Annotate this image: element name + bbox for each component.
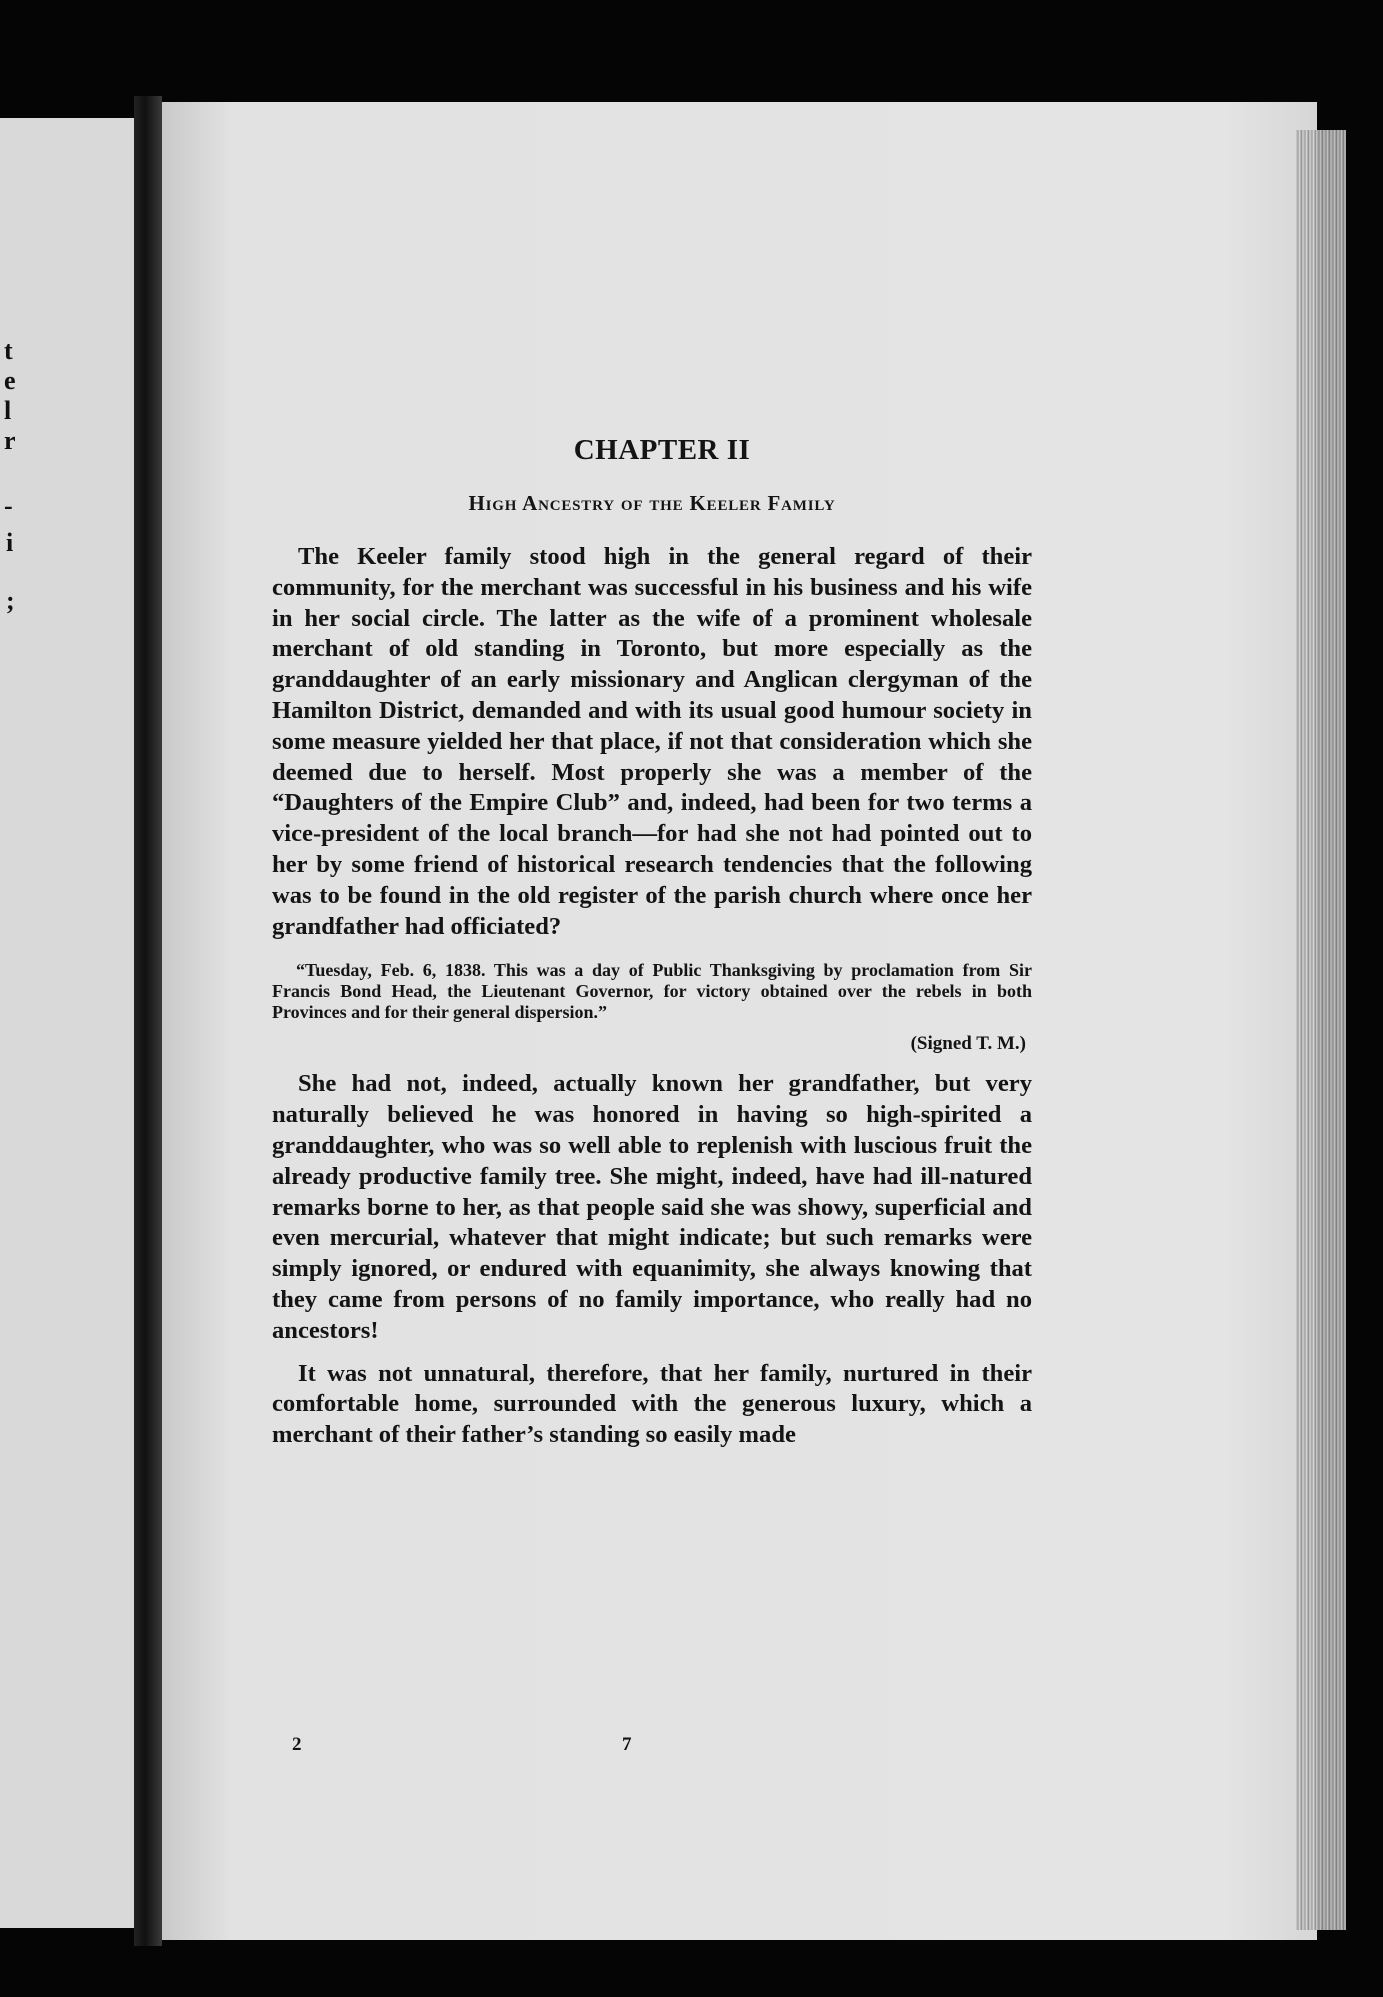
facing-page-fragment: ;	[6, 586, 15, 615]
facing-page-fragment: r	[4, 426, 16, 455]
page-text-block	[272, 434, 1032, 1451]
paragraph: The Keeler family stood high in the general regard of their community, for the merchant was successful in his business and his wife in her social circle. The latter as the wife of a prominent wholesale merchant of old standing in Toronto, but more especially as the granddaughter of an early missionary and Anglican clergyman of the Hamilton District, demanded and with its usual good humour society in some measure yielded her that place, if not that consideration which she deemed due to herself. Most properly she was a member of the “Daughters of the Empire Club” and, indeed, had been for two terms a vice-president of the local branch—for had she not had pointed out to her by some friend of historical research tendencies that the following was to be found in the old register of the parish church where once her grandfather had officiated?	[272, 543, 1032, 940]
book-gutter	[134, 96, 162, 1946]
facing-page-fragment: -	[4, 491, 13, 520]
facing-page-fragment: t	[4, 336, 13, 365]
chapter-subtitle: High Ancestry of the Keeler Family	[468, 491, 836, 515]
page-block-edge	[1296, 130, 1346, 1930]
chapter-title: CHAPTER II	[573, 434, 751, 466]
paragraph: It was not unnatural, therefore, that her family, nurtured in their comfortable home, surrounded with the generous luxury, which a merchant of their father’s standing so easily made	[272, 1359, 1032, 1449]
paragraph: She had not, indeed, actually known her grandfather, but very naturally believed he was honored in having so high-spirited a granddaughter, who was so well able to replenish with luscious fruit the already productive family tree. She might, indeed, have had ill-natured remarks borne to her, as that people said she was showy, superficial and even mercurial, whatever that might indicate; but such remarks were simply ignored, or endured with equanimity, she always knowing that they came from persons of no family importance, who really had no ancestors!	[272, 1070, 1032, 1344]
page-number: 7	[622, 1734, 632, 1755]
facing-page-fragment: e	[4, 366, 16, 395]
page-footer	[292, 1734, 812, 1764]
book-page	[162, 102, 1317, 1940]
register-quote: “Tuesday, Feb. 6, 1838. This was a day of Public Thanksgiving by proclamation from Sir Francis Bond Head, the Lieutenant Governor, for victory obtained over the rebels in both Provinces and for their general dispersion.”	[272, 960, 1032, 1023]
quote-signature: (Signed T. M.)	[910, 1033, 1026, 1055]
facing-page-fragment: l	[4, 396, 12, 425]
facing-page-fragment: i	[6, 528, 14, 557]
facing-page-edge	[0, 118, 140, 1928]
printer-signature-mark: 2	[292, 1734, 302, 1755]
